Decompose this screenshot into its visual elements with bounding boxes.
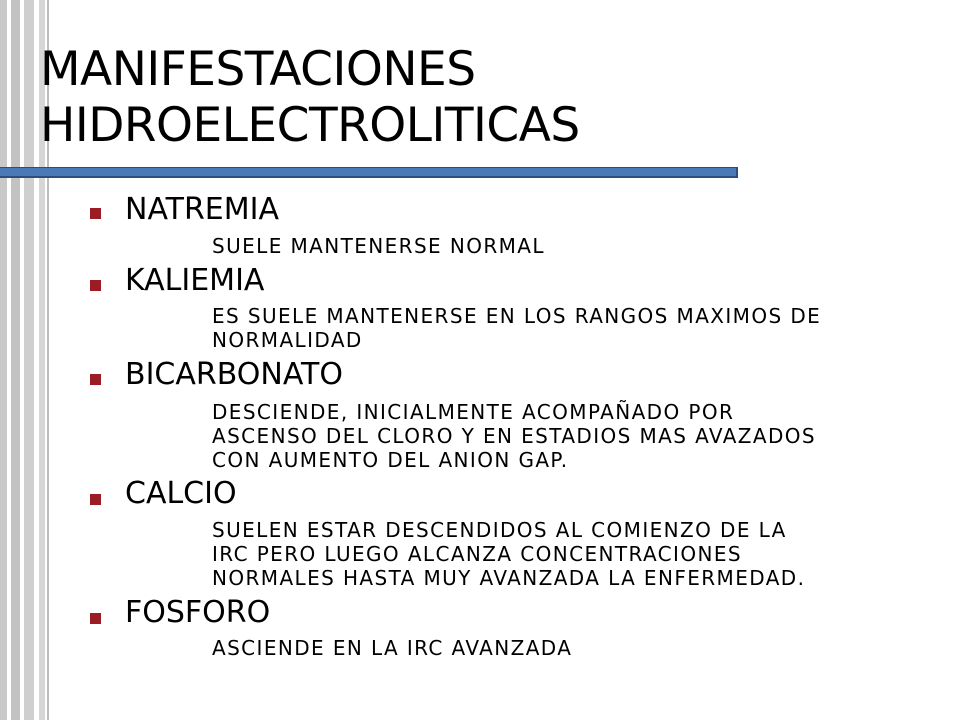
item-heading: FOSFORO (125, 595, 271, 630)
item-heading: NATREMIA (125, 192, 280, 227)
square-bullet-icon (90, 208, 101, 219)
item-description: ES SUELE MANTENERSE EN LOS RANGOS MAXIMOS DE NORMALIDAD (212, 304, 822, 352)
item-heading: KALIEMIA (125, 263, 265, 298)
square-bullet-icon (90, 280, 101, 291)
item-description: ASCIENDE EN LA IRC AVANZADA (212, 636, 573, 660)
square-bullet-icon (90, 613, 101, 624)
item-description: DESCIENDE, INICIALMENTE ACOMPAÑADO POR ASCENSO DEL CLORO Y EN ESTADIOS MAS AVAZADOS CON AUMENTO DEL ANION GAP. (212, 400, 817, 472)
item-description: SUELEN ESTAR DESCENDIDOS AL COMIENZO DE LA IRC PERO LUEGO ALCANZA CONCENTRACIONES NORMALES HASTA MUY AVANZADA LA ENFERMEDAD. (212, 518, 806, 590)
item-heading: CALCIO (125, 476, 237, 511)
item-heading: BICARBONATO (125, 357, 343, 392)
square-bullet-icon (90, 494, 101, 505)
title-divider-bar (0, 167, 738, 178)
square-bullet-icon (90, 374, 101, 385)
slide-title (40, 42, 580, 154)
title-line-1: MANIFESTACIONES (40, 42, 476, 97)
item-description: SUELE MANTENERSE NORMAL (212, 234, 545, 258)
title-line-2: HIDROELECTROLITICAS (40, 98, 580, 153)
